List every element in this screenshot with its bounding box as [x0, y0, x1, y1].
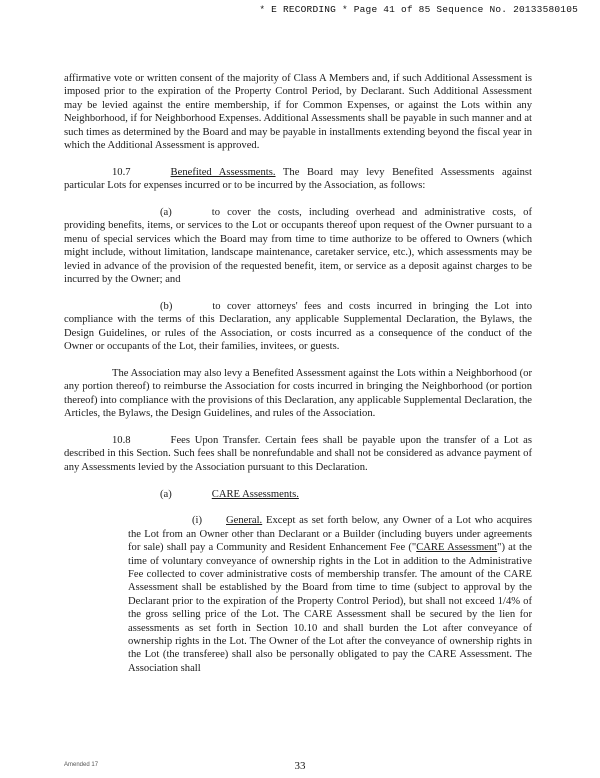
paragraph-additional-assessment: affirmative vote or written consent of the majority of Class A Members and, if such Additional Assessment is imposed prior to the expiration of the Property Control Period, by Declarant. Such Additional Assessment may be levied against the entire membership, if for Common Expenses, or against the Lots within any Neighborhood, if for Neighborhood Expenses. Additional Assessments shall be payable in such manner and at such times as determined by the Board and may be payable in installments extending beyond the fiscal year in which the Additional Assessment is approved. — [64, 73, 532, 152]
section-10-7 — [64, 166, 532, 193]
section-number: 10.8 — [112, 434, 131, 446]
recording-header: * E RECORDING * Page 41 of 85 Sequence No. 20133580105 — [259, 4, 578, 15]
footer-note: Amended 17 — [64, 762, 99, 768]
defined-term: CARE Assessment — [416, 542, 498, 554]
section-number: 10.7 — [112, 166, 131, 178]
subsection-title: CARE Assessments. — [211, 488, 299, 500]
clause-label: (a) — [160, 207, 172, 219]
paragraph-neighborhood: The Association may also levy a Benefited Assessment against the Lots within a Neighborhood (or any portion thereof) to reimburse the Association for costs incurred in bringing the Neighborhood (or portion thereof) into compliance with the provisions of this Declaration, any applicable Supplemental Declaration, the Articles, the Bylaws, the Design Guidelines, and rules of the Association. — [64, 367, 532, 420]
section-title: Fees Upon Transfer. — [170, 434, 261, 446]
clause-i — [128, 514, 532, 675]
clause-text: to cover attorneys' fees and costs incurred in bringing the Lot into compliance with the terms of this Declaration, any applicable Supplemental Declaration, the Bylaws, the Design Guidelines, or rules of the Association, or costs incurred as a consequence of the conduct of the Owner or occupants of the Lot, their families, invitees, or guests. — [64, 300, 532, 353]
clause-title: General. — [226, 515, 263, 527]
section-10-8 — [64, 434, 532, 474]
clause-a — [64, 206, 532, 286]
clause-b — [64, 300, 532, 354]
section-text: Certain fees shall be payable upon the transfer of a Lot as described in this Section. Such fees shall be nonrefundable and shall not be considered as advance payment of any Assessments levied by the Association pursuant to this Declaration. — [64, 434, 533, 473]
document-body — [64, 72, 532, 689]
clause-text: Except as set forth below, any Owner of a Lot who acquires the Lot from an Owner other than Declarant or a Builder (including buyers under agreements for sale) shall pay a Community and Resident Enhancement Fee (" — [128, 515, 532, 554]
clause-text-cont: ") at the time of voluntary conveyance of ownership rights in the Lot in addition to the Administrative Fee collected to cover administrative costs of membership transfer. The amount of the CARE Assessment shall be established by the Board from time to time (subject to approval by the Declarant prior to the expiration of the Property Control Period), but shall not exceed 1/4% of the gross selling price of the Lot. The CARE Assessment shall be secured by the lien for assessments as set forth in Section 10.10 and shall burden the Lot after conveyance of ownership rights in the Lot. The Owner of the Lot after the conveyance of ownership rights in the Lot (the transferee) shall also be personally obligated to pay the CARE Assessment. The Association shall — [128, 542, 532, 674]
section-text: The Board may levy Benefited Assessments against particular Lots for expenses incurred or to be incurred by the Association, as follows: — [64, 166, 532, 192]
clause-label: (b) — [160, 300, 173, 312]
section-title: Benefited Assessments. — [170, 166, 276, 178]
clause-label: (i) — [192, 515, 202, 527]
clause-text: to cover the costs, including overhead and administrative costs, of providing benefits, items, or services to the Lot or occupants thereof upon request of the Owner pursuant to a menu of special services which the Board may from time to time authorize to be offered to Owners (which might include, without limitation, landscape maintenance, caretaker service, etc.), which assessments may be levied in advance of the provision of the requested benefit, item, or service as a deposit against charges to be incurred by the Owner; and — [64, 207, 532, 286]
subsection-label: (a) — [160, 488, 172, 500]
subsection-care — [64, 488, 532, 501]
page-number: 33 — [294, 760, 306, 772]
